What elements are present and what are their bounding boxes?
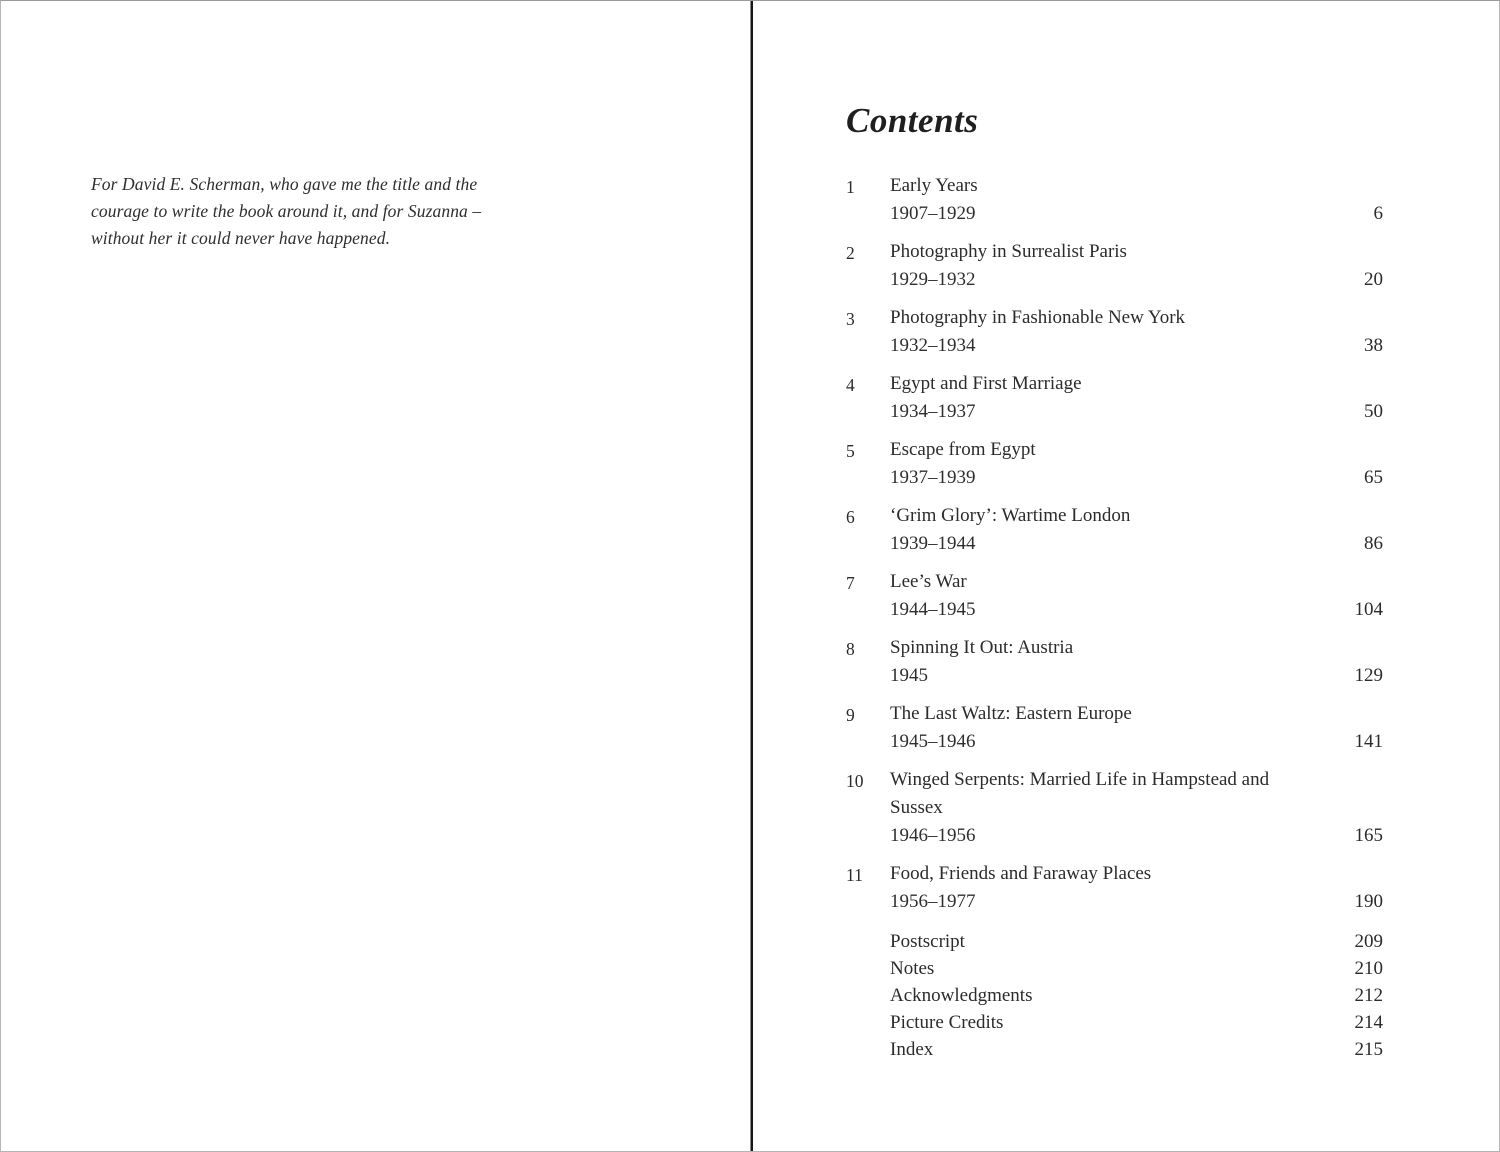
back-matter-row (890, 1009, 1383, 1036)
dedication-text: For David E. Scherman, who gave me the title and the courage to write the book around it, and for Suzanna – without her it could never have happened. (91, 174, 482, 248)
back-matter-title: Notes (890, 958, 935, 979)
toc-entry (846, 634, 1383, 690)
page-number: 215 (1354, 1039, 1383, 1060)
right-page (753, 1, 1500, 1151)
chapter-number: 2 (846, 243, 855, 263)
page-number: 104 (1354, 599, 1383, 620)
chapter-title: ‘Grim Glory’: Wartime London (890, 505, 1131, 526)
toc-entry (846, 238, 1383, 294)
chapter-number: 6 (846, 507, 855, 527)
page-number: 38 (1364, 335, 1383, 356)
page-number: 141 (1354, 731, 1383, 752)
chapter-text (890, 502, 1327, 558)
chapter-number: 3 (846, 309, 855, 329)
chapter-dates: 1939–1944 (890, 533, 976, 554)
chapter-text (890, 238, 1327, 294)
back-matter-list (846, 928, 1383, 1063)
page-number: 214 (1354, 1012, 1383, 1033)
chapter-text (890, 172, 1327, 228)
chapter-number: 4 (846, 375, 855, 395)
chapter-dates: 1929–1932 (890, 269, 976, 290)
chapter-dates: 1945 (890, 665, 928, 686)
page-number: 50 (1364, 401, 1383, 422)
toc-entry (846, 304, 1383, 360)
chapter-title: Early Years (890, 175, 978, 196)
chapter-number: 10 (846, 771, 864, 791)
back-matter-row (890, 1036, 1383, 1063)
chapter-number: 1 (846, 177, 855, 197)
chapter-text (890, 766, 1327, 850)
chapter-text (890, 436, 1327, 492)
back-matter-row (890, 955, 1383, 982)
toc-entry (846, 700, 1383, 756)
chapter-dates: 1907–1929 (890, 203, 976, 224)
chapter-dates: 1932–1934 (890, 335, 976, 356)
chapter-title: Photography in Fashionable New York (890, 307, 1186, 328)
chapter-text (890, 370, 1327, 426)
chapter-title: Photography in Surrealist Paris (890, 241, 1127, 262)
chapter-title: Escape from Egypt (890, 439, 1036, 460)
toc-entry (846, 502, 1383, 558)
chapter-text (890, 304, 1327, 360)
page-number: 6 (1373, 203, 1383, 224)
toc-entry (846, 436, 1383, 492)
chapter-text (890, 634, 1327, 690)
chapter-text (890, 700, 1327, 756)
chapter-text (890, 568, 1327, 624)
chapter-title: The Last Waltz: Eastern Europe (890, 703, 1132, 724)
page-number: 65 (1364, 467, 1383, 488)
toc-entry (846, 172, 1383, 228)
chapter-title: Winged Serpents: Married Life in Hampstead and Sussex (890, 769, 1270, 818)
back-matter-title: Index (890, 1039, 934, 1060)
table-of-contents (846, 172, 1383, 916)
page-number: 129 (1354, 665, 1383, 686)
contents-title: Contents (846, 101, 979, 140)
chapter-title: Spinning It Out: Austria (890, 637, 1074, 658)
chapter-dates: 1956–1977 (890, 891, 976, 912)
page-number: 86 (1364, 533, 1383, 554)
back-matter-title: Postscript (890, 931, 965, 952)
chapter-number: 9 (846, 705, 855, 725)
chapter-number: 5 (846, 441, 855, 461)
back-matter-title: Acknowledgments (890, 985, 1033, 1006)
back-matter-title: Picture Credits (890, 1012, 1004, 1033)
page-number: 20 (1364, 269, 1383, 290)
toc-entry (846, 766, 1383, 850)
page-number: 212 (1354, 985, 1383, 1006)
chapter-text (890, 860, 1327, 916)
page-number: 190 (1354, 891, 1383, 912)
chapter-dates: 1937–1939 (890, 467, 976, 488)
chapter-number: 11 (846, 865, 863, 885)
back-matter-row (890, 982, 1383, 1009)
chapter-dates: 1934–1937 (890, 401, 976, 422)
toc-entry (846, 568, 1383, 624)
page-number: 165 (1354, 825, 1383, 846)
page-number: 210 (1354, 958, 1383, 979)
chapter-dates: 1946–1956 (890, 825, 976, 846)
left-page (1, 1, 750, 1151)
chapter-number: 8 (846, 639, 855, 659)
chapter-dates: 1945–1946 (890, 731, 976, 752)
toc-entry (846, 370, 1383, 426)
chapter-title: Lee’s War (890, 571, 967, 592)
chapter-number: 7 (846, 573, 855, 593)
toc-entry (846, 860, 1383, 916)
chapter-title: Food, Friends and Faraway Places (890, 863, 1152, 884)
back-matter-row (890, 928, 1383, 955)
chapter-dates: 1944–1945 (890, 599, 976, 620)
page-number: 209 (1354, 931, 1383, 952)
chapter-title: Egypt and First Marriage (890, 373, 1082, 394)
